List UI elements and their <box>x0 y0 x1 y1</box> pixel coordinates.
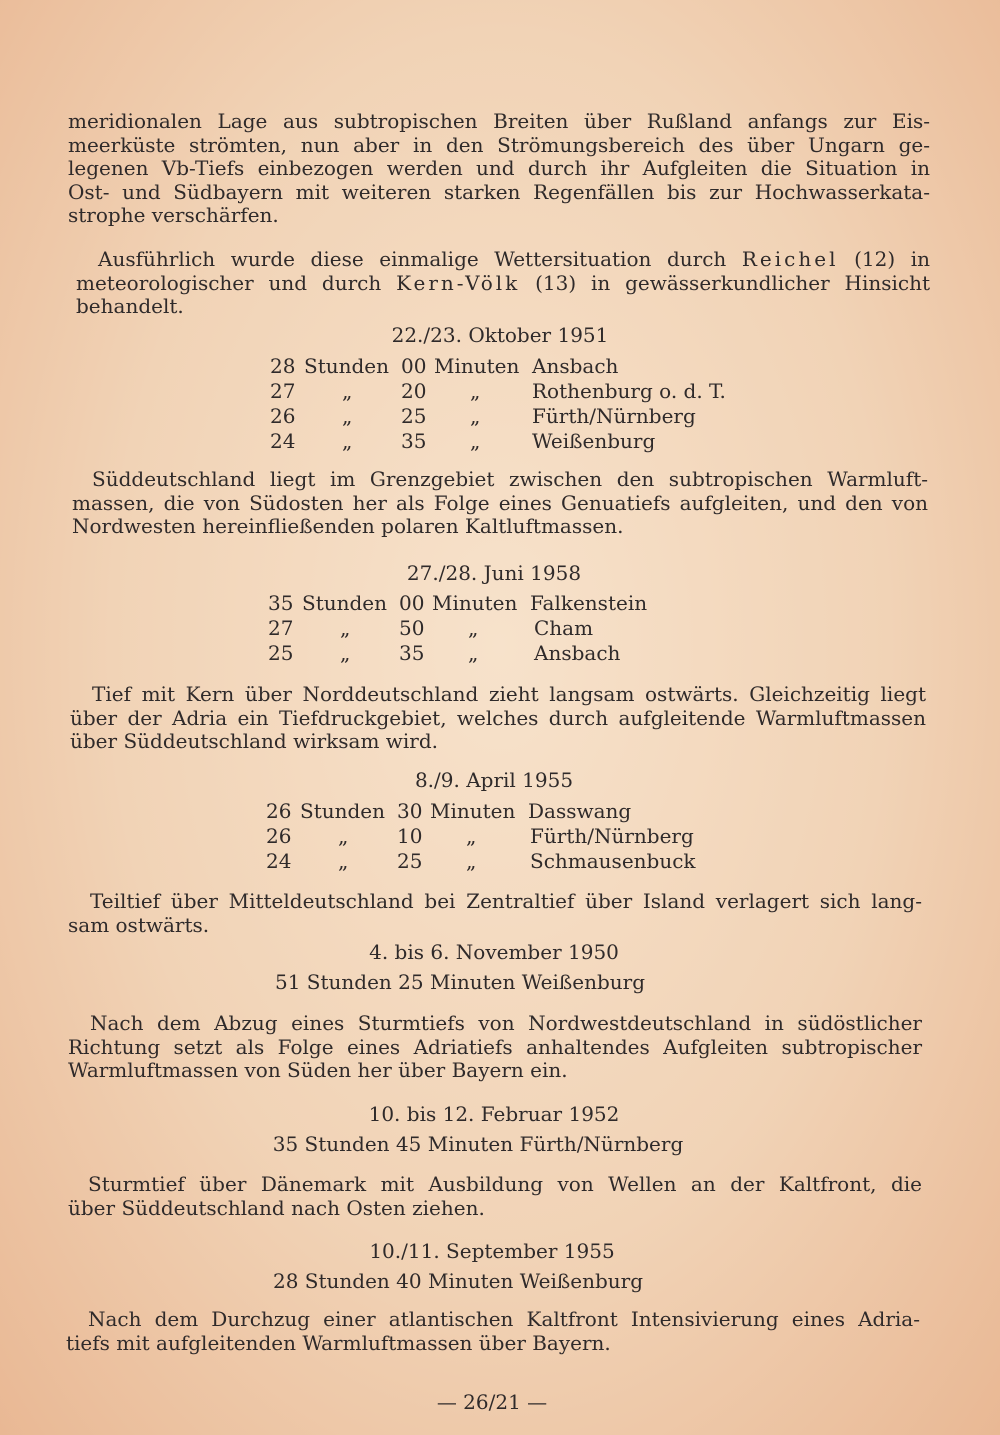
author-reichel: Reichel <box>741 247 839 271</box>
ditto-mark: „ <box>470 429 481 453</box>
event-description <box>72 468 928 539</box>
intro-line: Ost- und Südbayern mit weiteren starken Regenfällen bis zur Hochwasserkata- <box>68 179 930 204</box>
intro-paragraph <box>68 110 930 228</box>
description-line: tiefs mit aufgleitenden Warmluftmassen über Bayern. <box>66 1330 611 1355</box>
event-description <box>68 1012 922 1083</box>
reference-line <box>76 248 930 272</box>
hours-value: 26 <box>266 799 292 823</box>
ditto-mark: „ <box>338 824 349 848</box>
page-number: — 26/21 — <box>436 1390 548 1414</box>
reference-text: meteorologischer und durch <box>76 270 382 295</box>
minutes-label: Minuten <box>430 799 516 823</box>
minutes-value: 30 <box>397 799 423 823</box>
event-description <box>68 1173 922 1220</box>
description-line: Nach dem Abzug eines Sturmtiefs von Nordwestdeutschland in südöstlicher <box>90 1011 922 1035</box>
hours-value: 28 <box>270 354 296 378</box>
station-name: Cham <box>534 616 594 640</box>
event-title: 10./11. September 1955 <box>369 1239 615 1263</box>
ditto-mark: „ <box>342 429 353 453</box>
minutes-value: 25 <box>401 404 427 428</box>
ditto-mark: „ <box>466 849 477 873</box>
minutes-value: 00 <box>401 354 427 378</box>
ditto-mark: „ <box>338 849 349 873</box>
reference-text: (13) in gewässerkundlicher Hinsicht <box>535 270 931 295</box>
ditto-mark: „ <box>470 379 481 403</box>
description-line: massen, die von Südosten her als Folge eines Genuatiefs aufgleiten, und den von <box>72 490 928 515</box>
duration-line: 28 Stunden 40 Minuten Weißenburg <box>272 1269 644 1293</box>
description-line: Sturmtief über Dänemark mit Ausbildung von Wellen an der Kaltfront, die <box>88 1172 922 1196</box>
hours-label: Stunden <box>304 354 390 378</box>
ditto-mark: „ <box>342 404 353 428</box>
event-description <box>66 1308 920 1355</box>
hours-value: 25 <box>268 641 294 665</box>
reference-text: (12) in <box>854 247 930 271</box>
ditto-mark: „ <box>470 404 481 428</box>
intro-line: meridionalen Lage aus subtropischen Breiten über Rußland anfangs zur Eis- <box>68 109 930 133</box>
minutes-value: 35 <box>399 641 425 665</box>
description-line: Nordwesten hereinfließenden polaren Kaltluftmassen. <box>72 514 624 538</box>
hours-value: 27 <box>270 379 296 403</box>
minutes-label: Minuten <box>432 591 518 615</box>
description-line: Süddeutschland liegt im Grenzgebiet zwischen den subtropischen Warmluft- <box>92 467 928 491</box>
station-name: Falkenstein <box>530 591 648 615</box>
description-line: Teiltief über Mitteldeutschland bei Zentraltief über Island verlagert sich lang- <box>90 889 922 913</box>
event-title: 4. bis 6. November 1950 <box>369 940 619 964</box>
ditto-mark: „ <box>466 824 477 848</box>
duration-line: 51 Stunden 25 Minuten Weißenburg <box>274 970 646 994</box>
hours-value: 26 <box>266 824 292 848</box>
ditto-mark: „ <box>340 616 351 640</box>
ditto-mark: „ <box>340 641 351 665</box>
event-title: 22./23. Oktober 1951 <box>391 323 609 347</box>
minutes-value: 00 <box>399 591 425 615</box>
station-name: Fürth/Nürnberg <box>532 404 696 428</box>
hours-value: 26 <box>270 404 296 428</box>
station-name: Fürth/Nürnberg <box>530 824 694 848</box>
description-line: über der Adria ein Tiefdruckgebiet, welches durch aufgleitende Warmluftmassen <box>70 705 926 730</box>
minutes-value: 50 <box>399 616 425 640</box>
intro-line: strophe verschärfen. <box>68 203 279 227</box>
minutes-value: 10 <box>397 824 423 848</box>
event-description <box>68 890 922 937</box>
description-line: Warmluftmassen von Süden her über Bayern ein. <box>68 1058 568 1082</box>
event-title: 27./28. Juni 1958 <box>406 561 582 585</box>
reference-line <box>76 272 930 296</box>
hours-label: Stunden <box>300 799 386 823</box>
station-name: Rothenburg o. d. T. <box>532 379 726 403</box>
description-line: Richtung setzt als Folge eines Adriatiefs anhaltendes Aufgleiten subtropischer <box>68 1034 922 1059</box>
ditto-mark: „ <box>468 641 479 665</box>
description-line: Nach dem Durchzug einer atlantischen Kaltfront Intensivierung eines Adria- <box>88 1307 920 1331</box>
station-name: Weißenburg <box>532 429 656 453</box>
description-line: über Süddeutschland nach Osten ziehen. <box>68 1195 485 1220</box>
description-line: Tief mit Kern über Norddeutschland zieht langsam ostwärts. Gleichzeitig liegt <box>92 682 926 706</box>
hours-label: Stunden <box>302 591 388 615</box>
description-line: über Süddeutschland wirksam wird. <box>70 729 439 753</box>
ditto-mark: „ <box>468 616 479 640</box>
event-title: 10. bis 12. Februar 1952 <box>368 1102 620 1126</box>
reference-line: behandelt. <box>76 294 184 318</box>
intro-line: legenen Vb-Tiefs einbezogen werden und durch ihr Aufgleiten die Situation in <box>68 156 930 180</box>
reference-paragraph <box>76 248 930 319</box>
hours-value: 24 <box>270 429 296 453</box>
intro-line: meerküste strömten, nun aber in den Strömungsbereich des über Ungarn ge- <box>68 132 930 157</box>
author-kern-voelk: Kern-Völk <box>396 270 521 295</box>
description-line: sam ostwärts. <box>68 912 210 937</box>
station-name: Ansbach <box>534 641 621 665</box>
event-description <box>70 683 926 754</box>
duration-line: 35 Stunden 45 Minuten Fürth/Nürnberg <box>272 1132 684 1156</box>
reference-text: Ausführlich wurde diese einmalige Wettersituation durch <box>98 247 727 271</box>
station-name: Ansbach <box>532 354 619 378</box>
minutes-value: 25 <box>397 849 423 873</box>
station-name: Dasswang <box>528 799 632 823</box>
hours-value: 27 <box>268 616 294 640</box>
station-name: Schmausenbuck <box>530 849 696 873</box>
minutes-value: 35 <box>401 429 427 453</box>
hours-value: 24 <box>266 849 292 873</box>
hours-value: 35 <box>268 591 294 615</box>
minutes-label: Minuten <box>434 354 520 378</box>
event-title: 8./9. April 1955 <box>414 768 574 792</box>
minutes-value: 20 <box>401 379 427 403</box>
ditto-mark: „ <box>342 379 353 403</box>
